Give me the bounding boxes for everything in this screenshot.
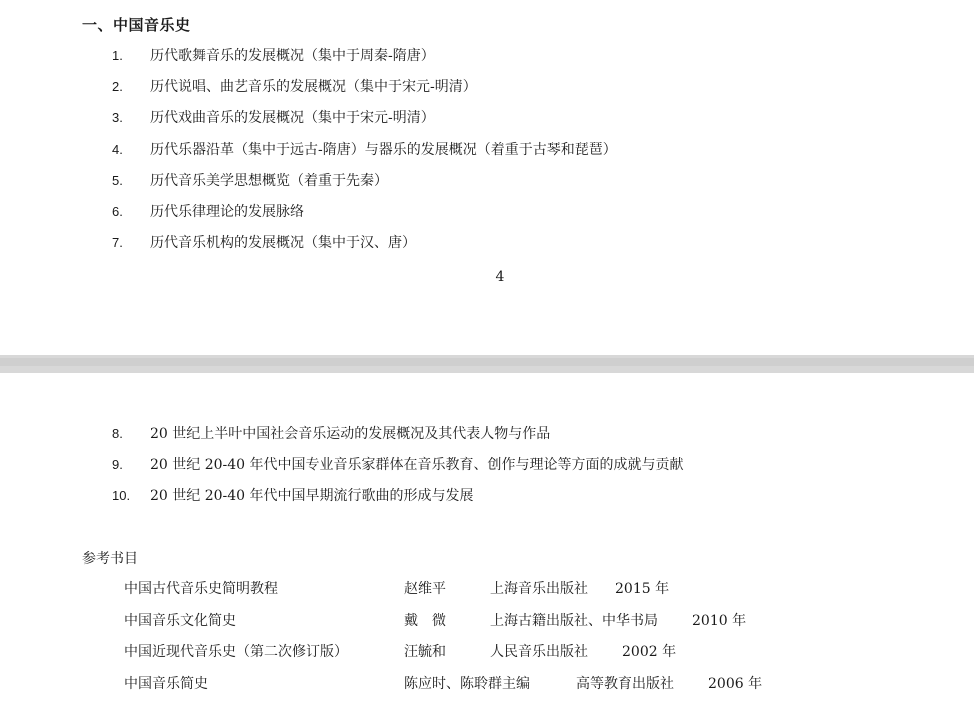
reference-title: 中国近现代音乐史（第二次修订版） (124, 644, 348, 660)
list-item (112, 232, 416, 254)
item-number: 4. (112, 142, 123, 157)
reference-year: 2006 年 (708, 676, 763, 692)
reference-title: 中国音乐文化简史 (124, 613, 236, 629)
reference-row (0, 641, 974, 663)
item-number: 1. (112, 48, 123, 63)
item-number: 2. (112, 79, 123, 94)
item-text: 历代乐器沿革（集中于远古-隋唐）与器乐的发展概况（着重于古琴和琵琶） (150, 142, 617, 158)
item-text: 历代音乐美学思想概览（着重于先秦） (150, 173, 388, 189)
reference-publisher: 上海古籍出版社、中华书局 (490, 613, 658, 629)
item-number: 7. (112, 235, 123, 250)
list-item (112, 139, 617, 161)
reference-author: 汪毓和 (404, 644, 446, 660)
list-item (112, 45, 435, 67)
reference-year: 2010 年 (692, 613, 747, 629)
item-text: 历代歌舞音乐的发展概况（集中于周秦-隋唐） (150, 48, 435, 64)
reference-author: 戴 微 (404, 613, 446, 629)
reference-row (0, 578, 974, 600)
reference-year: 2002 年 (622, 644, 677, 660)
reference-title: 中国音乐简史 (124, 676, 208, 692)
reference-author: 陈应时、陈聆群主编 (404, 676, 530, 692)
list-item (112, 454, 684, 476)
list-item (112, 485, 474, 507)
item-text: 历代音乐机构的发展概况（集中于汉、唐） (150, 235, 416, 251)
page-number: 4 (495, 269, 505, 285)
item-text: 历代说唱、曲艺音乐的发展概况（集中于宋元-明清） (150, 79, 477, 95)
item-text: 历代戏曲音乐的发展概况（集中于宋元-明清） (150, 110, 435, 126)
list-item (112, 107, 435, 129)
reference-year: 2015 年 (615, 581, 670, 597)
page-separator-shadow (0, 358, 974, 366)
reference-publisher: 上海音乐出版社 (490, 581, 588, 597)
section-title: 一、中国音乐史 (82, 16, 191, 34)
item-text: 20 世纪上半叶中国社会音乐运动的发展概况及其代表人物与作品 (150, 426, 551, 442)
list-item (112, 76, 477, 98)
item-number: 8. (112, 426, 123, 441)
references-heading: 参考书目 (82, 551, 138, 567)
item-number: 3. (112, 110, 123, 125)
item-text: 历代乐律理论的发展脉络 (150, 204, 304, 220)
item-number: 9. (112, 457, 123, 472)
reference-row (0, 673, 974, 695)
item-number: 5. (112, 173, 123, 188)
reference-row (0, 610, 974, 632)
reference-title: 中国古代音乐史简明教程 (124, 581, 278, 597)
item-text: 20 世纪 20-40 年代中国专业音乐家群体在音乐教育、创作与理论等方面的成就与贡献 (150, 457, 684, 473)
reference-publisher: 人民音乐出版社 (490, 644, 588, 660)
list-item (112, 423, 550, 445)
reference-author: 赵维平 (404, 581, 446, 597)
reference-publisher: 高等教育出版社 (576, 676, 674, 692)
list-item (112, 170, 388, 192)
item-text: 20 世纪 20-40 年代中国早期流行歌曲的形成与发展 (150, 488, 474, 504)
list-item (112, 201, 304, 223)
item-number: 10. (112, 488, 131, 503)
item-number: 6. (112, 204, 123, 219)
